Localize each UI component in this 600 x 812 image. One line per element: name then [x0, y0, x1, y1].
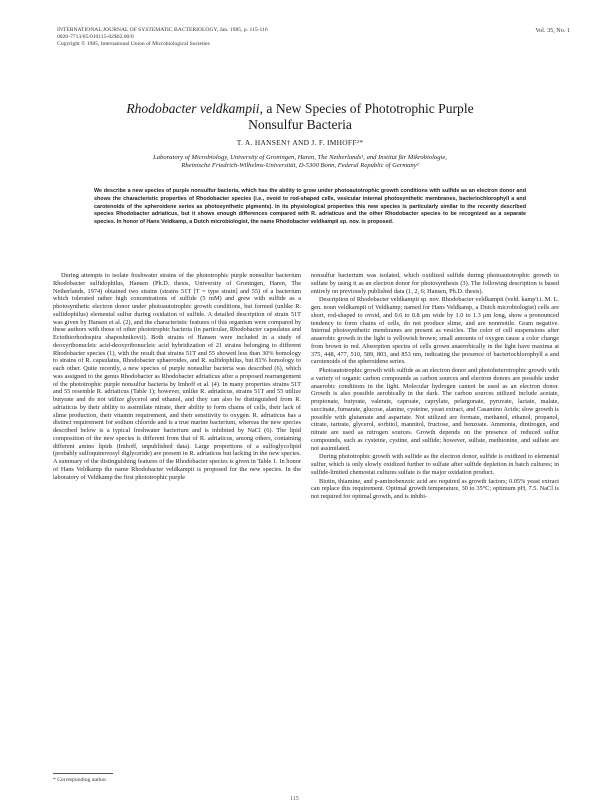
- body-paragraph: nonsulfur bacterium was isolated, which oxidized sulfide during photoautotrophic growth to sulfate by using it as an electron donor for photosynthesis (3). The following description is based entirely on previously published data (1, 2, 6; Hansen, Ph.D. thesis).: [311, 272, 559, 295]
- title-species-name: Rhodobacter veldkampii: [126, 101, 260, 116]
- journal-header: [57, 27, 497, 49]
- copyright-line: Copyright © 1985, International Union of Microbiological Societies: [57, 41, 210, 48]
- affiliation-line-1: Laboratory of Microbiology, University of Groningen, Haren, The Netherlands¹, and Institut für Mikrobiologie,: [153, 154, 447, 161]
- issn-line: 0020-7713/85/010115-02$02.00/0: [57, 34, 134, 41]
- author-list: T. A. HANSEN† AND J. F. IMHOFF²*: [236, 138, 364, 147]
- body-paragraph: Photoautotrophic growth with sulfide as an electron donor and photoheterotrophic growth with a variety of organic carbon compounds as carbon sources and electron donors are possible under anaerobic conditions in the light. Molecular hydrogen cannot be used as an electron donor. Growth is also possible aerobically in the dark. The carbon sources utilized include acetate, propionate, butyrate, valerate, caproate, caprylate, pelargonate, pyruvate, lactate, malate, succinate, fumarate, glucose, alanine, cysteine, yeast extract, and Casamino Acids; slow growth is possible with glutamate and aspartate. Not utilized are formate, methanol, ethanol, propanol, citrate, tartrate, glycerol, sorbitol, mannitol, fructose, and benzoate. Ammonia, dinitrogen, and nitrate are used as nitrogen sources. Growth depends on the presence of reduced sulfur compounds, such as cysteine, cystine, and sulfide; however, sulfate, methionine, and sulfate are not assimilated.: [311, 367, 559, 452]
- body-column-left: [53, 272, 301, 481]
- description-paragraph: Description of Rhodobacter veldkampii sp. nov. Rhodobacter veldkampii (veld. kamp'i.i. M. L. gen. noun veldkampii of Veldkamp; named for Hans Veldkamp, a Dutch microbiologist) cells are short, rod-shaped to ovoid, and 0.6 to 0.8 μm wide by 1.0 to 1.3 μm long, show a pronounced tendency to form chains of cells, do not produce slime, and are nonmotile. Gram negative. Internal photosynthetic membranes are present as vesicles. The color of cell suspensions after anaerobic growth in the light is yellowish brown; small amounts of oxygen cause a color change from brown to red. Absorption spectra of cells grown anaerobically in the light have maxima at 375, 448, 477, 510, 589, 803, and 853 nm, indicating the presence of bacteriochlorophyll a and carotenoids of the spheroidene series.: [311, 296, 559, 366]
- title-line-2: Nonsulfur Bacteria: [248, 117, 352, 132]
- affiliation-line-2: Rheinische Friedrich-Wilhelms-Universität, D-5300 Bonn, Federal Republic of Germany²: [181, 162, 419, 170]
- corresponding-author-footnote: * Corresponding author.: [53, 777, 108, 783]
- body-paragraph: During phototrophic growth with sulfide as the electron donor, sulfide is oxidized to elemental sulfur, which is only slowly oxidized further to sulfate after sulfide depletion in batch cultures; in sulfide-limited chemostat cultures sulfate is the major oxidation product.: [311, 453, 559, 476]
- journal-citation: INTERNATIONAL JOURNAL OF SYSTEMATIC BACTERIOLOGY, Jan. 1985, p. 115-116: [57, 27, 268, 33]
- title-line-1-rest: , a New Species of Phototrophic Purple: [259, 101, 474, 116]
- body-paragraph: During attempts to isolate freshwater strains of the phototrophic purple nonsulfur bacterium Rhodobacter sulfidophilus, Hansen (Ph.D. thesis, University of Groningen, Haren, The Netherlands, 1974) obtained two strains (strains 51T [T = type strain] and 55) of a bacterium which tolerated rather high concentrations of sulfide (5 mM) and grew with sulfide as a photosynthetic electron donor under photoautotrophic growth conditions, but formed (unlike R. sulfidophilus) elemental sulfur during oxidation of sulfide. A detailed description of strain 51T was given by Hansen et al. (2), and the characteristic features of this organism were compared by these authors with those of other phototrophic bacteria (in particular, Rhodobacter capsulatus and Ectothiorhodospira shaposhnikovii). Both strains of Hansen were included in a study of deoxyribonucleic acid-deoxyribonucleic acid hybridization of 21 strains belonging to different Rhodobacter species (1), with the result that strains 51T and 55 showed less than 30% homology to strains of R. capsulatus, Rhodobacter sphaeroides, and R. sulfidophilus, but 81% homology to each other. Quite recently, a new species of purple nonsulfur bacteria was described (6), which was assigned to the genus Rhodobacter as Rhodobacter adriaticus after a proposed rearrangement of the phototrophic purple nonsulfur bacteria by Imhoff et al. (4). In many properties strains 51T and 55 resemble R. adriaticus (Table 1); however, unlike R. adriaticus, strains 51T and 55 utilize butyrate and do not utilize glycerol and ethanol, and they can also be distinguished from R. adriaticus by their ability to assimilate nitrate, their ability to form chains of cells, their lack of slime production, their vitamin requirement, and their sensitivity to oxygen. R. adriaticus has a distinct requirement for sodium chloride and is a true marine bacterium, whereas the new species described below is a typical freshwater bacterium and is inhibited by NaCl (6). The lipid composition of the new species is different from that of R. adriaticus, among others, containing different amino lipids (Imhoff, unpublished data). Large proportions of a sulfoglycolipid (probably sulfoquinovosyl diglyceride) are present in R. adriaticus but lacking in the new species. A summary of the distinguishing features of the Rhodobacter species is given in Table 1. In honor of Hans Veldkamp the name Rhodobacter veldkampii is proposed for the new species. In the laboratory of Veldkamp the first phototrophic purple: [53, 272, 301, 481]
- footnote-divider: [53, 773, 113, 774]
- volume-issue: Vol. 35, No. 1: [535, 27, 570, 34]
- article-title: [40, 101, 560, 133]
- body-paragraph: Biotin, thiamine, and p-aminobenzoic acid are required as growth factors; 0.05% yeast extract can replace this requirement. Optimal growth temperature, 30 to 35°C; optimum pH, 7.5. NaCl is not required for optimal growth, and is inhibi-: [311, 477, 559, 500]
- body-column-right: [311, 272, 559, 501]
- abstract: We describe a new species of purple nonsulfur bacteria, which has the ability to grow under photoautotrophic growth conditions with sulfide as an electron donor and shows the characteristic properties of Rhodobacter species (i.e., ovoid to rod-shaped cells, vesicular internal photosynthetic membranes, bacteriochlorophyll a and carotenoids of the spheroidene series as photosynthetic pigments). In its physiological properties this new species is particularly similar to the recently described species Rhodobacter adriaticus, but it shows enough differences compared with R. adriaticus and the other Rhodobacter species to be recognized as a separate species. In honor of Hans Veldkamp, a Dutch microbiologist, the name Rhodobacter veldkampii sp. nov. is proposed.: [94, 188, 526, 226]
- affiliations: [52, 154, 548, 171]
- page-number: 115: [290, 796, 299, 802]
